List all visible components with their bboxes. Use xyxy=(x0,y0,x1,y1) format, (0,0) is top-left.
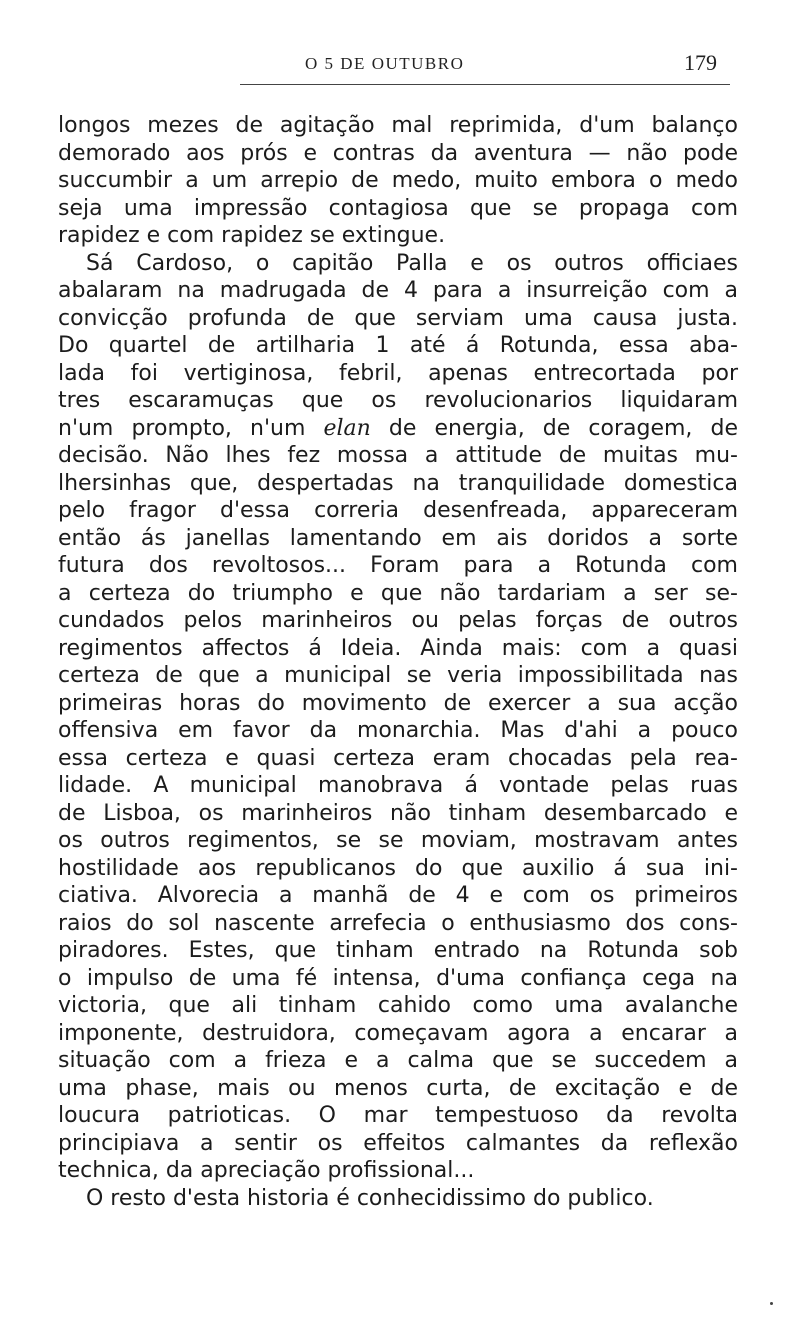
text-line: o impulso de uma fé intensa, d'uma confiança cega na xyxy=(58,965,738,991)
text-line: abalaram na madrugada de 4 para a insurreição com a xyxy=(58,278,738,303)
running-title: O 5 DE OUTUBRO xyxy=(305,54,465,73)
text-line: succumbir a um arrepio de medo, muito embora o medo xyxy=(58,168,738,193)
text-line: seja uma impressão contagiosa que se propaga com xyxy=(58,195,738,221)
paragraph-start-line: O resto d'esta historia é conhecidissimo do publico. xyxy=(86,1185,654,1211)
text-line: convicção profunda de que serviam uma causa justa. xyxy=(58,305,738,331)
text-line: a certeza do triumpho e que não tardariam a ser se- xyxy=(58,580,738,606)
text-line: então ás janellas lamentando em ais doridos a sorte xyxy=(58,525,738,551)
text-line: rapidez e com rapidez se extingue. xyxy=(58,223,446,248)
page-number: 179 xyxy=(684,50,717,75)
text-line: hostilidade aos republicanos do que auxilio á sua ini- xyxy=(58,855,738,881)
text-line: demorado aos prós e contras da aventura — não pode xyxy=(58,140,738,166)
text-line: primeiras horas do movimento de exercer a sua acção xyxy=(58,690,738,716)
header-rule xyxy=(240,84,730,85)
text-line: os outros regimentos, se se moviam, mostravam antes xyxy=(58,828,738,853)
paragraph-start-line: Sá Cardoso, o capitão Palla e os outros officiaes xyxy=(86,250,738,276)
text-line: cundados pelos marinheiros ou pelas forças de outros xyxy=(58,608,738,633)
text-line: longos mezes de agitação mal reprimida, d'um balanço xyxy=(58,113,738,138)
text-line: lhersinhas que, despertadas na tranquilidade domestica xyxy=(58,470,738,496)
line-text-after-italic: de energia, de coragem, de xyxy=(370,415,738,441)
text-line: futura dos revoltosos... Foram para a Rotunda com xyxy=(58,553,738,578)
text-line: de Lisboa, os marinheiros não tinham desembarcado e xyxy=(58,800,738,826)
body-text xyxy=(58,112,738,1212)
text-line: loucura patrioticas. O mar tempestuoso da revolta xyxy=(58,1103,738,1128)
text-line: principiava a sentir os effeitos calmantes da reflexão xyxy=(58,1130,738,1156)
text-line: imponente, destruidora, começavam agora a encarar a xyxy=(58,1020,738,1046)
italic-word: elan xyxy=(323,415,371,441)
text-line-with-italic xyxy=(58,415,738,443)
text-line: offensiva em favor da monarchia. Mas d'ahi a pouco xyxy=(58,718,738,743)
print-speck xyxy=(770,1302,773,1305)
text-line: decisão. Não lhes fez mossa a attitude de muitas mu- xyxy=(58,443,738,468)
text-line: certeza de que a municipal se veria impossibilitada nas xyxy=(58,663,738,688)
text-line: victoria, que ali tinham cahido como uma avalanche xyxy=(58,993,738,1018)
text-line: piradores. Estes, que tinham entrado na Rotunda sob xyxy=(58,938,738,963)
line-text-before-italic: n'um prompto, n'um xyxy=(58,415,324,441)
text-line: Do quartel de artilharia 1 até á Rotunda, essa aba- xyxy=(58,333,738,358)
text-line: lidade. A municipal manobrava á vontade pelas ruas xyxy=(58,773,738,798)
text-line: technica, da apreciação profissional... xyxy=(58,1158,475,1183)
text-line: essa certeza e quasi certeza eram chocadas pela rea- xyxy=(58,745,738,771)
text-line: situação com a frieza e a calma que se succedem a xyxy=(58,1048,738,1073)
text-line: lada foi vertiginosa, febril, apenas entrecortada por xyxy=(58,360,738,386)
running-head xyxy=(0,50,800,80)
text-line: pelo fragor d'essa correria desenfreada, appareceram xyxy=(58,498,738,523)
text-line: raios do sol nascente arrefecia o enthusiasmo dos cons- xyxy=(58,910,738,936)
text-line: regimentos affectos á Ideia. Ainda mais: com a quasi xyxy=(58,635,738,661)
text-line: tres escaramuças que os revolucionarios liquidaram xyxy=(58,388,738,413)
text-line: ciativa. Alvorecia a manhã de 4 e com os primeiros xyxy=(58,883,738,908)
text-line: uma phase, mais ou menos curta, de excitação e de xyxy=(58,1075,738,1101)
